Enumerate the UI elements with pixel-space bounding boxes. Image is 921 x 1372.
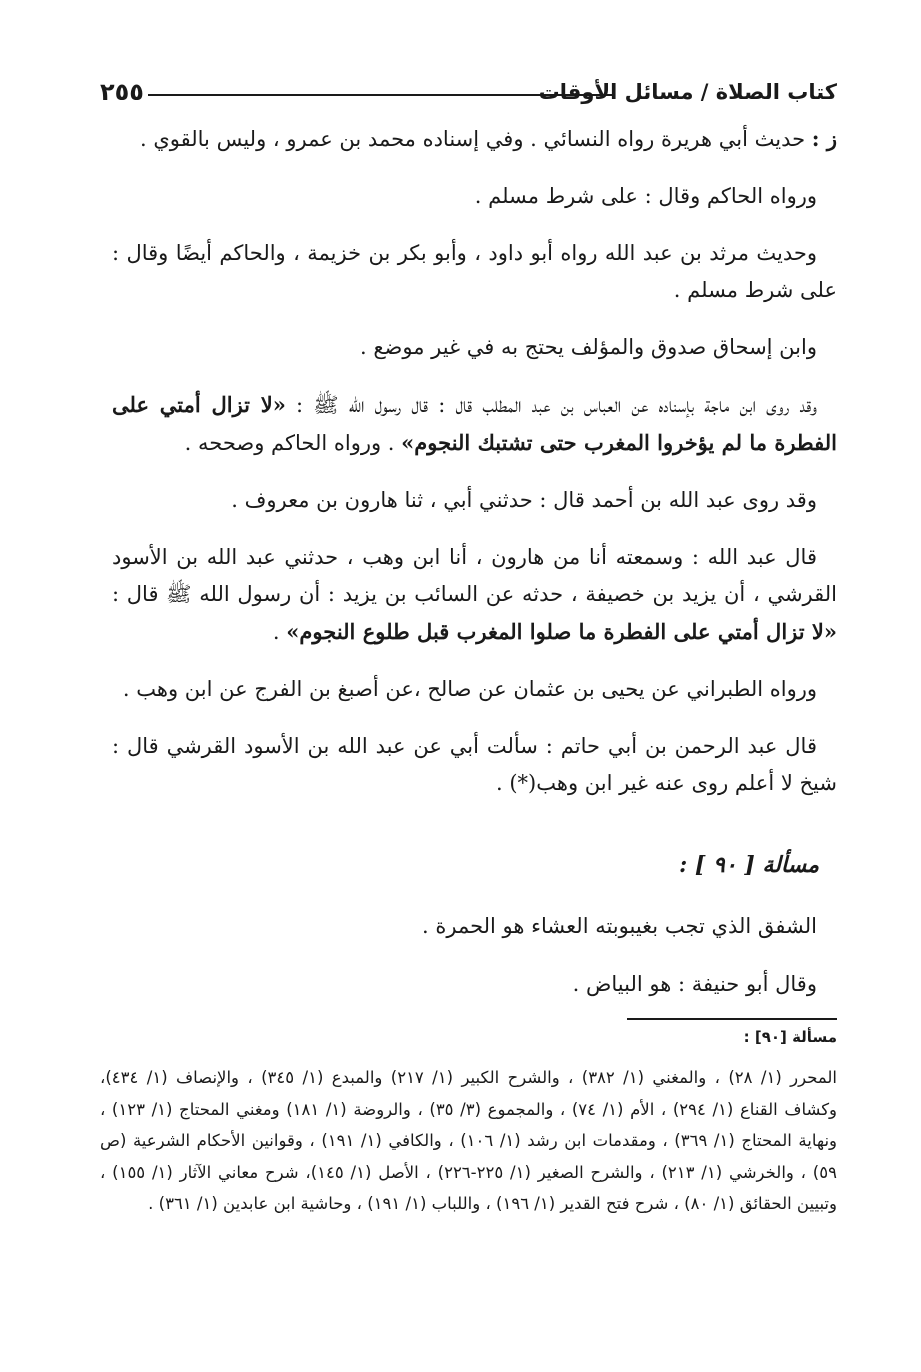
hadith-quote: «لا تزال أمتي على الفطرة ما صلوا المغرب قبل طلوع النجوم» — [286, 619, 837, 644]
header-rule — [148, 94, 612, 96]
paragraph-1: ز : حديث أبي هريرة رواه النسائي . وفي إسناده محمد بن عمرو ، وليس بالقوي . — [140, 126, 837, 151]
paragraph-3: وحديث مرثد بن عبد الله رواه أبو داود ، وأبو بكر بن خزيمة ، والحاكم أيضًا وقال : على شرط مسلم . — [112, 241, 837, 302]
paragraph-7: قال عبد الله : وسمعته أنا من هارون ، أنا ابن وهب ، حدثني عبد الله بن الأسود القرشي ، أن يزيد بن خصيفة ، حدثه عن السائب بن يزيد : أن رسول الله ﷺ قال : «لا تزال أمتي على الفطرة ما صلوا المغرب قبل طلوع النجوم» . — [112, 545, 837, 644]
abu-hanifa-text: وقال أبو حنيفة : هو البياض . — [572, 972, 817, 996]
paragraph-2: ورواه الحاكم وقال : على شرط مسلم . — [474, 184, 817, 208]
chapter-title: كتاب الصلاة / مسائل الأوقات — [538, 80, 837, 104]
paragraph-6: وقد روى عبد الله بن أحمد قال : حدثني أبي ، ثنا هارون بن معروف . — [231, 488, 817, 512]
footnote-rule — [627, 1018, 837, 1020]
running-header — [100, 78, 837, 114]
footnote-text: المحرر (١/ ٢٨) ، والمغني (١/ ٣٨٢) ، والشرح الكبير (١/ ٢١٧) والمبدع (١/ ٣٤٥) ، والإنصاف (١/ ٤٣٤)، وكشاف القناع (١/ ٢٩٤) ، الأم (١/ ٧٤) ، والمجموع (٣/ ٣٥) ، والروضة (١/ ١٨١) ومغني المحتاج (١/ ١٢٣) ، ونهاية المحتاج (١/ ٣٦٩) ، ومقدمات ابن رشد (١/ ١٠٦) ، والكافي (١/ ١٩١) ، وقوانين الأحكام الشرعية (ص ٥٩) ، والخرشي (١/ ٢١٣) ، والشرح الصغير (١/ ٢٢٥-٢٢٦) ، الأصل (١/ ١٤٥)، شرح معاني الآثار (١/ ١٥٥) ، وتبيين الحقائق (١/ ٨٠) ، شرح فتح القدير (١/ ١٩٦) ، واللباب (١/ ١٩١) ، وحاشية ابن عابدين (١/ ٣٦١) . — [100, 1068, 838, 1213]
paragraph-9: قال عبد الرحمن بن أبي حاتم : سألت أبي عن عبد الله بن الأسود القرشي قال : شيخ لا أعلم روى عنه غير ابن وهب(*) . — [112, 734, 837, 795]
ruling-text: الشفق الذي تجب بغيبوبته العشاء هو الحمرة . — [422, 914, 817, 938]
paragraph-5: وقد روى ابن ماجة بإسناده عن العباس بن عبد المطلب قال : قال رسول الله ﷺ : «لا تزال أمتي على الفطرة ما لم يؤخروا المغرب حتى تشتبك النجوم» . ورواه الحاكم وصححه . — [112, 392, 837, 455]
main-text — [112, 120, 837, 822]
footnote-heading: مسألة [٩٠] : — [743, 1028, 837, 1046]
hadith-quote: «لا تزال أمتي على الفطرة ما لم يؤخروا المغرب حتى تشتبك النجوم» — [112, 392, 837, 455]
paragraph-4: وابن إسحاق صدوق والمؤلف يحتج به في غير موضع . — [360, 335, 817, 359]
paragraph-8: ورواه الطبراني عن يحيى بن عثمان عن صالح ،عن أصبغ بن الفرج عن ابن وهب . — [122, 677, 817, 701]
page-number: ٢٥٥ — [100, 78, 144, 106]
section-heading: مسألة [ ٩٠ ] : — [679, 852, 819, 878]
note-marker: ز : — [811, 126, 837, 151]
